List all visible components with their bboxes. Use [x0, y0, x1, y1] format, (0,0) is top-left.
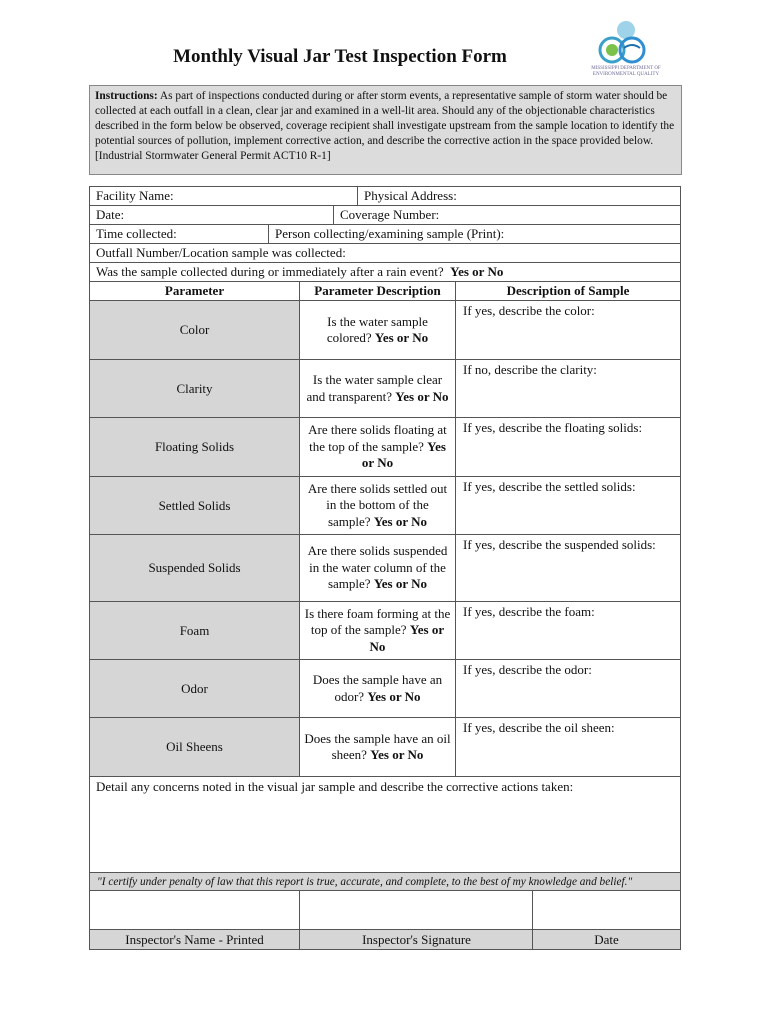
parameter-question: Is the water sample clear and transparent?	[306, 372, 443, 404]
parameter-name: Oil Sheens	[90, 718, 299, 776]
inspector-signature-label: Inspector's Signature	[299, 930, 533, 949]
parameter-name: Settled Solids	[90, 477, 299, 534]
yes-no-choice[interactable]: Yes or No	[369, 622, 445, 654]
yes-no-choice[interactable]: Yes or No	[367, 688, 421, 704]
instructions-text: As part of inspections conducted during or after storm events, a representative sample of storm water should be collected at each outfall in a clean, clear jar and examined in a well-lit area. Should any of the objectionable characteristics described in the form below be observed, coverage recipient shall investigate upstream from the sample location to identify the potential sources of pollution, implement corrective action, and describe the corrective action in the space provided below. [Industrial Stormwater General Permit ACT10 R-1]	[95, 90, 675, 162]
parameter-name: Floating Solids	[90, 418, 299, 476]
parameter-question: Does the sample have an oil sheen?	[304, 730, 451, 762]
parameter-question: Does the sample have an odor?	[312, 672, 443, 704]
sample-description-field[interactable]: If yes, describe the color:	[455, 301, 680, 359]
parameter-description	[299, 418, 455, 476]
time-row	[89, 225, 681, 244]
table-row	[89, 660, 681, 718]
inspector-signature-field[interactable]	[300, 891, 532, 929]
sample-description-field[interactable]: If yes, describe the oil sheen:	[455, 718, 680, 776]
signature-date-field[interactable]	[533, 891, 680, 929]
parameter-description	[299, 477, 455, 534]
sample-description-field[interactable]: If yes, describe the suspended solids:	[455, 535, 680, 601]
inspector-name-label: Inspector's Name - Printed	[125, 932, 264, 947]
sample-description-field[interactable]: If yes, describe the floating solids:	[455, 418, 680, 476]
coverage-number-field[interactable]: Coverage Number:	[333, 206, 680, 224]
signature-row	[89, 891, 681, 930]
parameter-name: Odor	[90, 660, 299, 717]
sample-description-field[interactable]: If yes, describe the settled solids:	[455, 477, 680, 534]
inspector-name-field[interactable]	[90, 891, 299, 929]
certification-statement: "I certify under penalty of law that this report is true, accurate, and complete, to the best of my knowledge and belief."	[89, 873, 681, 891]
yes-no-choice[interactable]: Yes or No	[361, 438, 446, 471]
yes-no-choice[interactable]: Yes or No	[395, 388, 449, 404]
parameter-question: Are there solids floating at the top of the sample?	[308, 422, 447, 454]
header-description-of-sample: Description of Sample	[455, 282, 680, 300]
table-row	[89, 360, 681, 418]
rain-event-field[interactable]	[90, 263, 680, 281]
parameter-description	[299, 718, 455, 776]
rain-question: Was the sample collected during or immediately after a rain event?	[96, 264, 444, 279]
time-collected-field[interactable]: Time collected:	[96, 226, 177, 241]
parameter-description	[299, 602, 455, 659]
parameter-question: Are there solids suspended in the water column of the sample?	[307, 543, 448, 592]
parameter-question: Is the water sample colored?	[326, 313, 428, 345]
rain-answer[interactable]: Yes or No	[450, 264, 504, 279]
parameter-name: Suspended Solids	[90, 535, 299, 601]
sample-description-field[interactable]: If no, describe the clarity:	[455, 360, 680, 417]
table-row	[89, 535, 681, 602]
header-parameter: Parameter	[164, 283, 225, 298]
yes-no-choice[interactable]: Yes or No	[374, 330, 429, 345]
table-row	[89, 418, 681, 477]
parameter-description	[299, 301, 455, 359]
facility-name-field[interactable]: Facility Name:	[96, 188, 174, 203]
instructions-label: Instructions:	[95, 90, 158, 102]
person-collecting-field[interactable]: Person collecting/examining sample (Print):	[268, 225, 680, 243]
outfall-row	[89, 244, 681, 263]
table-row	[89, 477, 681, 535]
yes-no-choice[interactable]: Yes or No	[373, 576, 428, 592]
header-parameter-description: Parameter Description	[299, 282, 455, 300]
concerns-field[interactable]: Detail any concerns noted in the visual jar sample and describe the corrective actions taken:	[89, 777, 681, 873]
parameter-name: Foam	[90, 602, 299, 659]
parameter-question: Is there foam forming at the top of the sample?	[304, 605, 451, 638]
inspection-form	[89, 186, 681, 950]
table-row	[89, 301, 681, 360]
parameter-description	[299, 660, 455, 717]
yes-no-choice[interactable]: Yes or No	[373, 513, 428, 529]
sample-description-field[interactable]: If yes, describe the odor:	[455, 660, 680, 717]
parameter-name: Color	[90, 301, 299, 359]
logo-text: MISSISSIPPI DEPARTMENT OF ENVIRONMENTAL QUALITY	[591, 66, 661, 77]
rain-event-row	[89, 263, 681, 282]
yes-no-choice[interactable]: Yes or No	[370, 747, 424, 762]
parameter-description	[299, 535, 455, 601]
parameter-name: Clarity	[90, 360, 299, 417]
table-header-row	[89, 282, 681, 301]
table-row	[89, 718, 681, 777]
outfall-field[interactable]: Outfall Number/Location sample was collected:	[96, 245, 346, 260]
parameter-description	[299, 360, 455, 417]
page-title: Monthly Visual Jar Test Inspection Form	[173, 46, 507, 67]
facility-row	[89, 187, 681, 206]
date-row	[89, 206, 681, 225]
parameter-question: Are there solids settled out in the bottom of the sample?	[307, 480, 448, 529]
sample-description-field[interactable]: If yes, describe the foam:	[455, 602, 680, 659]
physical-address-field[interactable]: Physical Address:	[357, 187, 680, 205]
signature-labels-row	[89, 930, 681, 950]
instructions-box	[89, 85, 682, 175]
date-label: Date	[532, 930, 680, 949]
date-field[interactable]: Date:	[96, 207, 125, 222]
table-row	[89, 602, 681, 660]
